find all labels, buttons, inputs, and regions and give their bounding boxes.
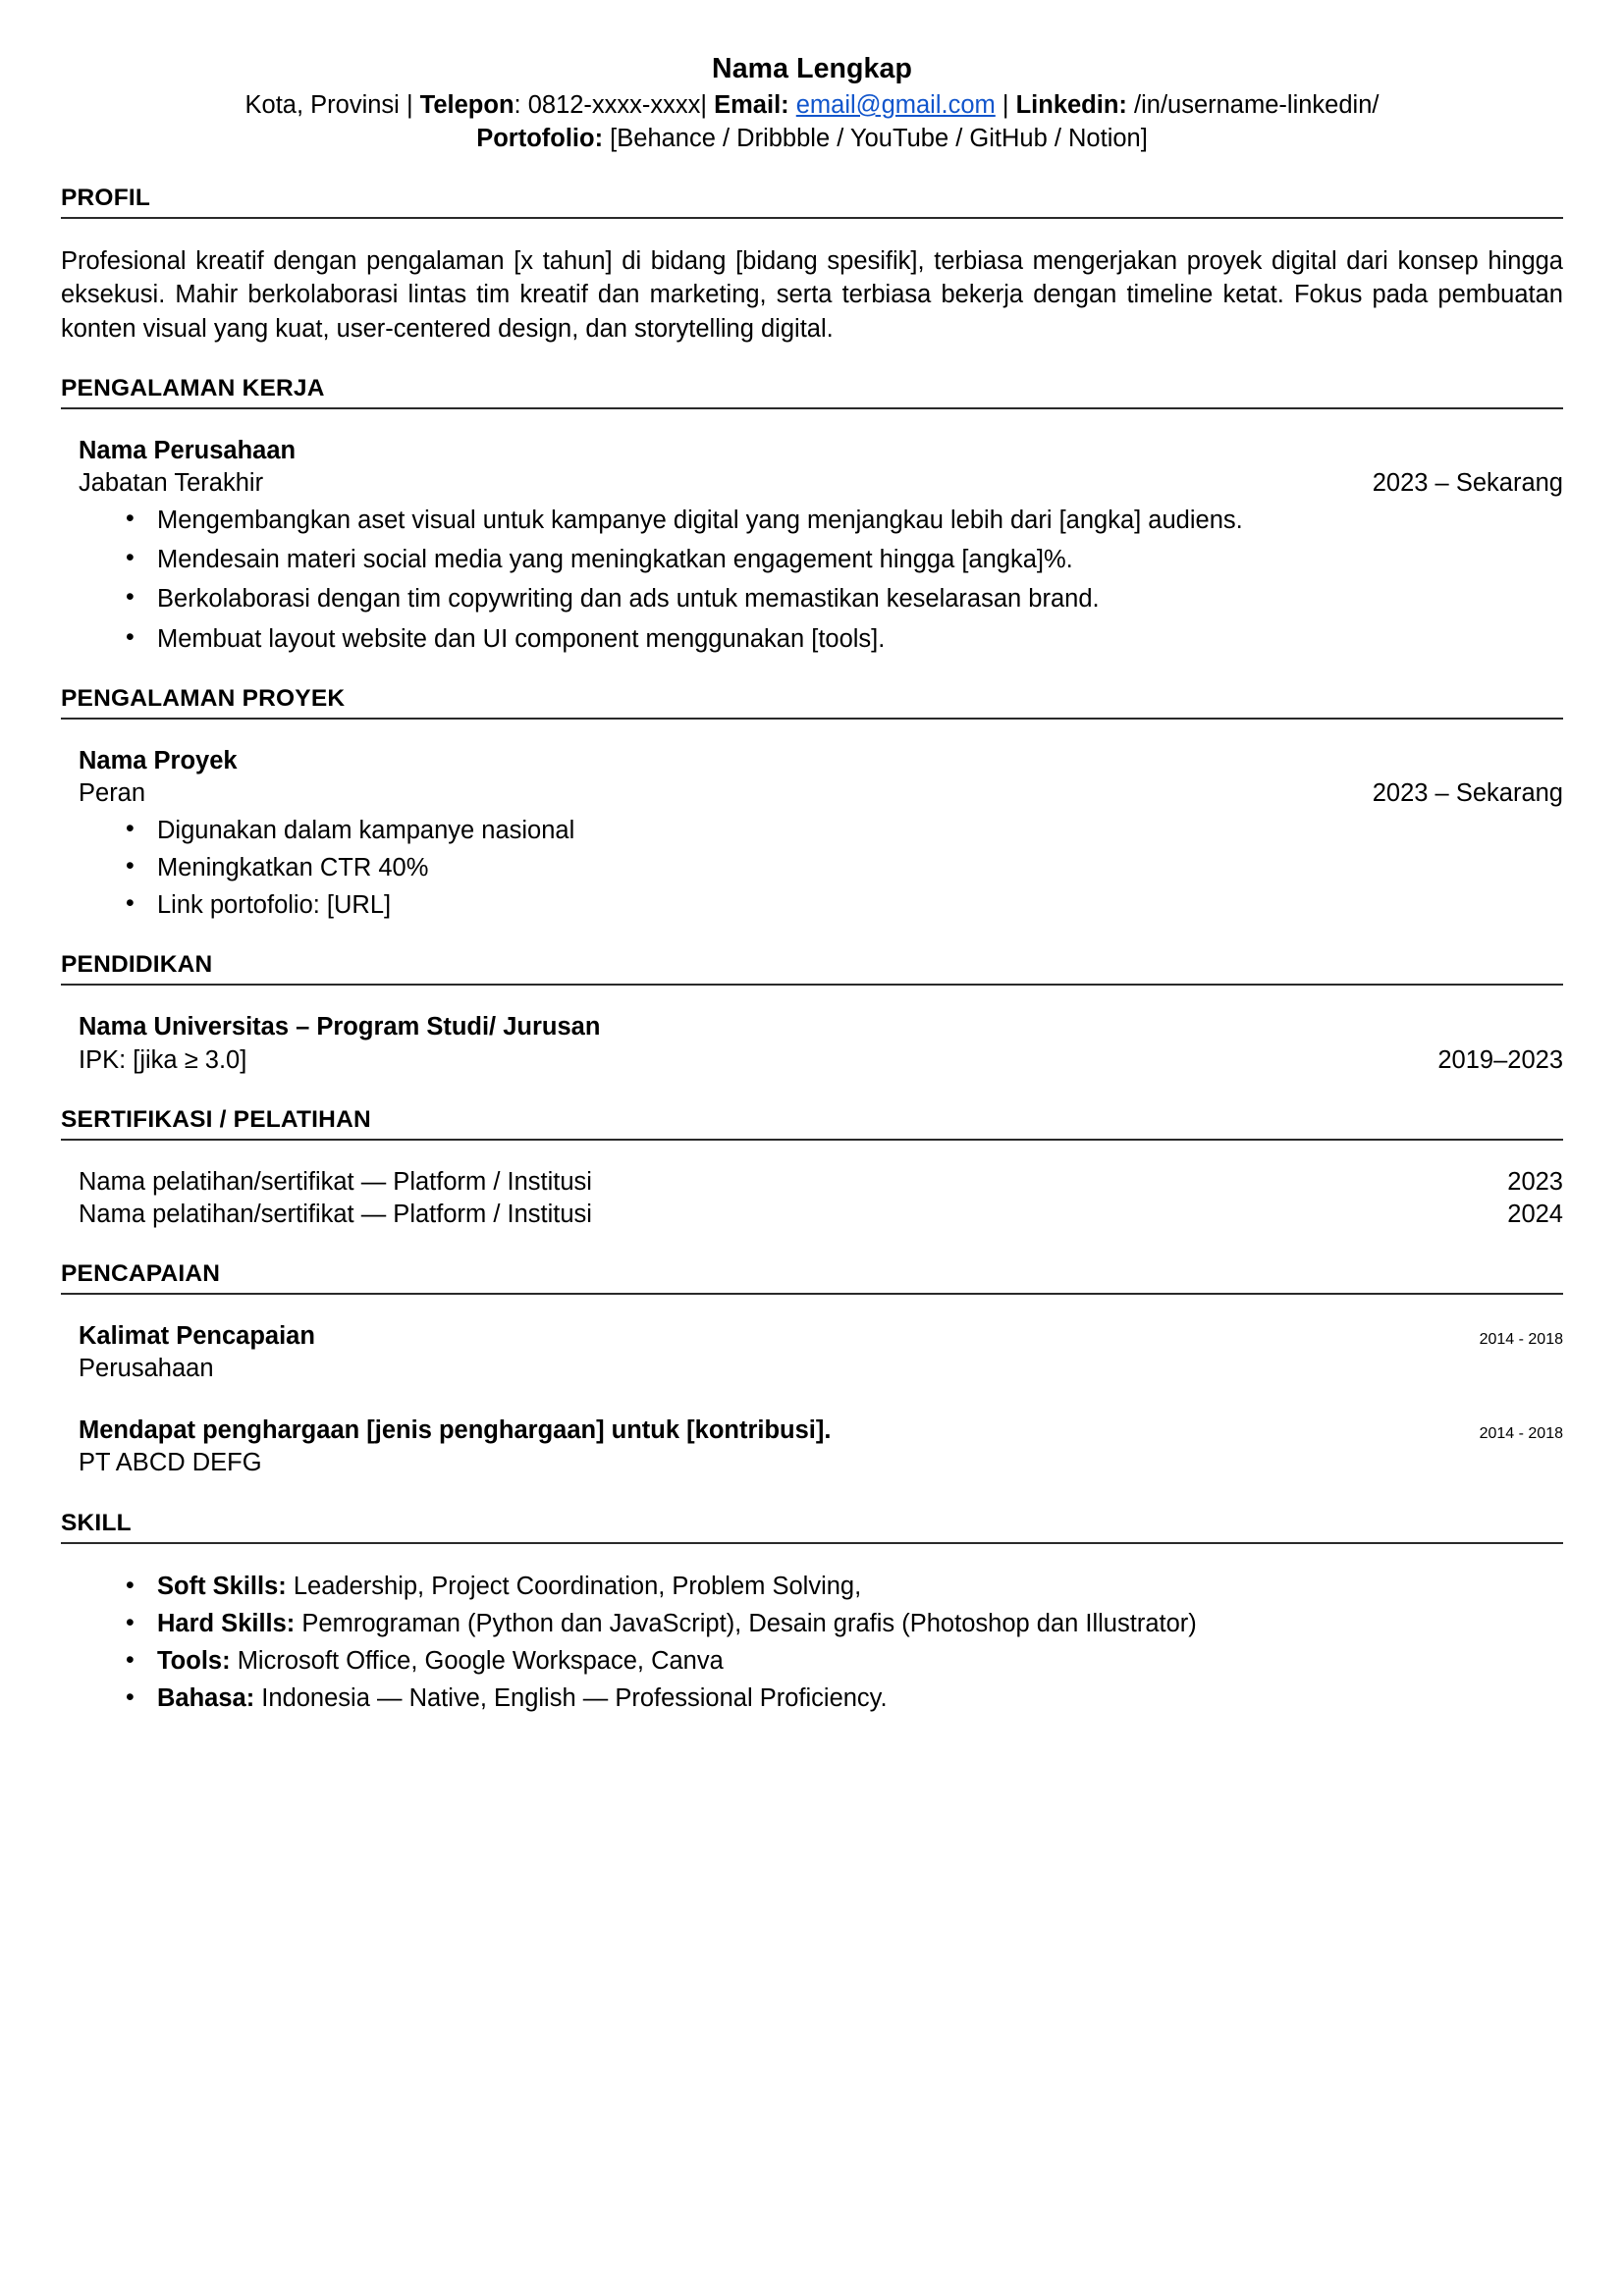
certificate-year: 2024 bbox=[1507, 1200, 1563, 1228]
certificate-year: 2023 bbox=[1507, 1167, 1563, 1196]
achievement-subtitle-row bbox=[79, 1447, 1563, 1479]
section-sertifikasi bbox=[61, 1106, 1563, 1231]
skill-value: Microsoft Office, Google Workspace, Canva bbox=[230, 1646, 724, 1675]
section-title-skill: SKILL bbox=[61, 1509, 132, 1536]
achievement-title-row bbox=[79, 1320, 1563, 1353]
achievement-title: Mendapat penghargaan [jenis penghargaan] untuk [kontribusi]. bbox=[79, 1416, 832, 1445]
achievement-entry bbox=[61, 1320, 1563, 1385]
skill-label: Bahasa: bbox=[157, 1684, 255, 1713]
achievement-date: 2014 - 2018 bbox=[1479, 1425, 1563, 1443]
achievement-subtitle: Perusahaan bbox=[79, 1355, 214, 1383]
linkedin-label: Linkedin: bbox=[1015, 91, 1127, 120]
section-divider-pendidikan bbox=[61, 984, 1563, 986]
section-pengalaman-kerja bbox=[61, 375, 1563, 656]
section-pencapaian bbox=[61, 1260, 1563, 1480]
section-divider-pengalaman-proyek bbox=[61, 718, 1563, 720]
education-detail: IPK: [jika ≥ 3.0] bbox=[79, 1045, 247, 1074]
project-role: Peran bbox=[79, 778, 146, 807]
project-role-date-row bbox=[79, 777, 1563, 810]
list-item bbox=[122, 1607, 1563, 1641]
list-item: • Berkolaborasi dengan tim copywriting dan ads untuk memastikan keselarasan brand. bbox=[122, 582, 1563, 615]
separator-2: | bbox=[995, 91, 1016, 120]
achievement-date: 2014 - 2018 bbox=[1479, 1331, 1563, 1349]
school-name: Nama Universitas – Program Studi/ Jurusan bbox=[79, 1013, 601, 1041]
list-item: • Meningkatkan CTR 40% bbox=[122, 851, 1563, 884]
contact-line bbox=[61, 89, 1563, 122]
candidate-name: Nama Lengkap bbox=[712, 53, 912, 84]
job-date: 2023 – Sekarang bbox=[1372, 468, 1563, 497]
section-divider-pencapaian bbox=[61, 1293, 1563, 1295]
section-pendidikan bbox=[61, 951, 1563, 1076]
education-entry bbox=[61, 1011, 1563, 1076]
linkedin-value: /in/username-linkedin/ bbox=[1126, 91, 1380, 120]
profil-paragraph: Profesional kreatif dengan pengalaman [x tahun] di bidang [bidang spesifik], terbiasa mengerjakan proyek digital dari konsep hingga eksekusi. Mahir berkolaborasi lintas tim kreatif dan marketing, serta terbiasa bekerja dengan timeline ketat. Fokus pada pembuatan konten visual yang kuat, user-centered design, dan storytelling digital. bbox=[61, 247, 1563, 343]
list-item: • Link portofolio: [URL] bbox=[122, 888, 1563, 922]
achievement-entry bbox=[61, 1415, 1563, 1479]
certificate-row bbox=[61, 1199, 1563, 1231]
achievement-title: Kalimat Pencapaian bbox=[79, 1322, 315, 1351]
phone-value: : 0812-xxxx-xxxx| bbox=[514, 91, 715, 120]
project-bullet-list bbox=[61, 814, 1563, 922]
portfolio-line bbox=[61, 123, 1563, 155]
list-item: • Mengembangkan aset visual untuk kampanye digital yang menjangkau lebih dari [angka] audiens. bbox=[122, 504, 1563, 537]
portfolio-label: Portofolio: bbox=[476, 125, 604, 153]
skill-value: Pemrograman (Python dan JavaScript), Desain grafis (Photoshop dan Illustrator) bbox=[295, 1609, 1197, 1637]
portfolio-value: [Behance / Dribbble / YouTube / GitHub / Notion] bbox=[603, 125, 1148, 153]
list-item: • Digunakan dalam kampanye nasional bbox=[122, 814, 1563, 847]
certificate-list bbox=[61, 1166, 1563, 1231]
list-item bbox=[122, 1644, 1563, 1679]
certificate-name: Nama pelatihan/sertifikat — Platform / Institusi bbox=[79, 1200, 592, 1228]
skill-label: Tools: bbox=[157, 1646, 231, 1675]
section-skill bbox=[61, 1510, 1563, 1717]
section-divider-skill bbox=[61, 1542, 1563, 1544]
education-date: 2019–2023 bbox=[1437, 1045, 1563, 1074]
achievement-subtitle: PT ABCD DEFG bbox=[79, 1449, 262, 1477]
project-entry bbox=[61, 745, 1563, 810]
company-name: Nama Perusahaan bbox=[79, 436, 297, 464]
skill-label: Hard Skills: bbox=[157, 1609, 296, 1637]
skill-value: Leadership, Project Coordination, Problem Solving, bbox=[286, 1572, 862, 1600]
list-item: • Mendesain materi social media yang meningkatkan engagement hingga [angka]%. bbox=[122, 543, 1563, 576]
section-title-pengalaman-proyek: PENGALAMAN PROYEK bbox=[61, 684, 346, 712]
location-text: Kota, Provinsi bbox=[244, 91, 400, 120]
email-label: Email: bbox=[714, 91, 789, 120]
section-divider-sertifikasi bbox=[61, 1139, 1563, 1141]
section-pengalaman-proyek bbox=[61, 685, 1563, 923]
work-entry bbox=[61, 435, 1563, 500]
section-title-profil: PROFIL bbox=[61, 185, 151, 212]
section-title-pengalaman-kerja: PENGALAMAN KERJA bbox=[61, 374, 325, 401]
section-divider-pengalaman-kerja bbox=[61, 407, 1563, 409]
certificate-row bbox=[61, 1166, 1563, 1199]
separator-1: | bbox=[399, 91, 420, 120]
job-title: Jabatan Terakhir bbox=[79, 468, 264, 497]
achievement-title-row bbox=[79, 1415, 1563, 1447]
phone-label: Telepon bbox=[419, 91, 514, 120]
project-name: Nama Proyek bbox=[79, 746, 238, 774]
section-title-pencapaian: PENCAPAIAN bbox=[61, 1260, 221, 1288]
list-item bbox=[122, 1682, 1563, 1716]
work-bullet-list bbox=[61, 504, 1563, 656]
section-title-sertifikasi: SERTIFIKASI / PELATIHAN bbox=[61, 1105, 371, 1133]
project-date: 2023 – Sekarang bbox=[1372, 778, 1563, 807]
section-profil bbox=[61, 185, 1563, 345]
list-item bbox=[122, 1570, 1563, 1604]
resume-header bbox=[61, 51, 1563, 155]
section-title-pendidikan: PENDIDIKAN bbox=[61, 951, 213, 979]
section-divider-profil bbox=[61, 217, 1563, 219]
education-detail-row bbox=[79, 1044, 1563, 1077]
certificate-name: Nama pelatihan/sertifikat — Platform / Institusi bbox=[79, 1167, 592, 1196]
skill-label: Soft Skills: bbox=[157, 1572, 287, 1600]
skill-list bbox=[61, 1570, 1563, 1717]
role-date-row bbox=[79, 467, 1563, 500]
achievement-subtitle-row bbox=[79, 1353, 1563, 1385]
skill-value: Indonesia — Native, English — Professional Proficiency. bbox=[254, 1684, 888, 1713]
email-link[interactable]: email@gmail.com bbox=[795, 91, 996, 120]
list-item: • Membuat layout website dan UI component menggunakan [tools]. bbox=[122, 622, 1563, 656]
